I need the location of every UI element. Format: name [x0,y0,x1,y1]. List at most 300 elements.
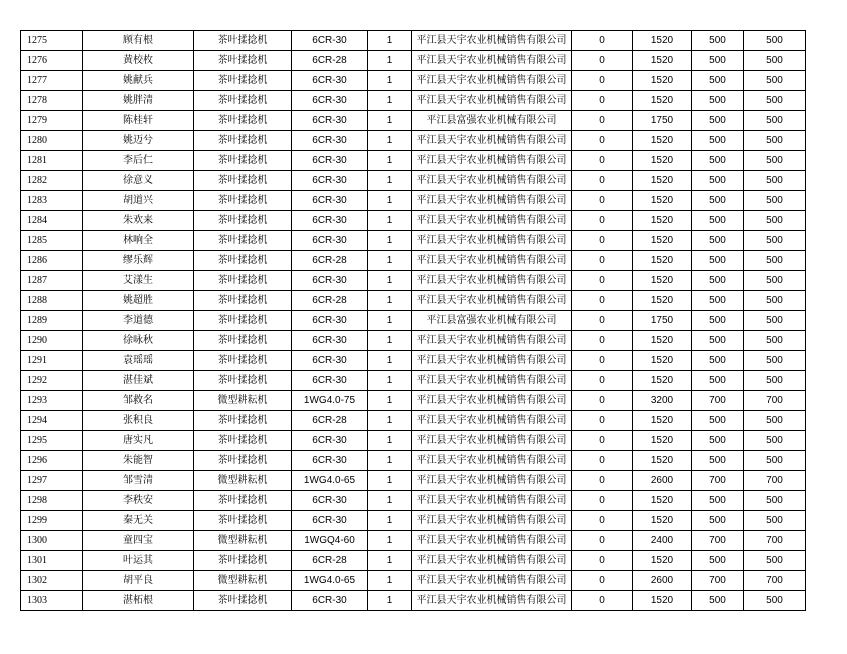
dealer-cell: 平江县天宇农业机械销售有限公司 [412,91,572,111]
col7-cell: 0 [572,231,633,251]
serial-number-cell: 1301 [21,551,83,571]
machine-type-cell: 茶叶揉捻机 [194,31,292,51]
subsidy-total-cell: 500 [744,591,806,611]
col7-cell: 0 [572,411,633,431]
quantity-cell: 1 [368,151,412,171]
serial-number-cell: 1281 [21,151,83,171]
price-cell: 1520 [633,291,692,311]
dealer-cell: 平江县天宇农业机械销售有限公司 [412,411,572,431]
quantity-cell: 1 [368,431,412,451]
dealer-cell: 平江县天宇农业机械销售有限公司 [412,391,572,411]
quantity-cell: 1 [368,131,412,151]
dealer-cell: 平江县天宇农业机械销售有限公司 [412,131,572,151]
record-table [20,30,806,611]
quantity-cell: 1 [368,291,412,311]
machine-type-cell: 茶叶揉捻机 [194,451,292,471]
price-cell: 3200 [633,391,692,411]
model-cell: 6CR-28 [292,551,368,571]
quantity-cell: 1 [368,91,412,111]
name-cell: 艾漾生 [83,271,194,291]
subsidy-cell: 500 [692,351,744,371]
machine-type-cell: 茶叶揉捻机 [194,511,292,531]
dealer-cell: 平江县天宇农业机械销售有限公司 [412,31,572,51]
dealer-cell: 平江县天宇农业机械销售有限公司 [412,531,572,551]
price-cell: 1520 [633,31,692,51]
subsidy-cell: 500 [692,591,744,611]
serial-number-cell: 1288 [21,291,83,311]
serial-number-cell: 1299 [21,511,83,531]
serial-number-cell: 1295 [21,431,83,451]
table-row [21,351,806,371]
model-cell: 6CR-30 [292,91,368,111]
model-cell: 6CR-30 [292,271,368,291]
quantity-cell: 1 [368,391,412,411]
model-cell: 6CR-30 [292,71,368,91]
col7-cell: 0 [572,191,633,211]
quantity-cell: 1 [368,211,412,231]
serial-number-cell: 1292 [21,371,83,391]
machine-type-cell: 茶叶揉捻机 [194,211,292,231]
model-cell: 6CR-28 [292,411,368,431]
col7-cell: 0 [572,291,633,311]
name-cell: 顾有根 [83,31,194,51]
subsidy-cell: 500 [692,451,744,471]
serial-number-cell: 1280 [21,131,83,151]
serial-number-cell: 1284 [21,211,83,231]
model-cell: 6CR-30 [292,311,368,331]
subsidy-total-cell: 500 [744,151,806,171]
subsidy-cell: 500 [692,431,744,451]
serial-number-cell: 1290 [21,331,83,351]
quantity-cell: 1 [368,311,412,331]
machine-type-cell: 茶叶揉捻机 [194,51,292,71]
price-cell: 1520 [633,371,692,391]
model-cell: 6CR-30 [292,211,368,231]
name-cell: 胡平良 [83,571,194,591]
machine-type-cell: 茶叶揉捻机 [194,251,292,271]
machine-type-cell: 茶叶揉捻机 [194,331,292,351]
name-cell: 姚迈兮 [83,131,194,151]
machine-type-cell: 茶叶揉捻机 [194,311,292,331]
subsidy-cell: 500 [692,371,744,391]
dealer-cell: 平江县天宇农业机械销售有限公司 [412,571,572,591]
subsidy-total-cell: 500 [744,291,806,311]
table-row [21,191,806,211]
dealer-cell: 平江县富强农业机械有限公司 [412,311,572,331]
dealer-cell: 平江县天宇农业机械销售有限公司 [412,171,572,191]
dealer-cell: 平江县天宇农业机械销售有限公司 [412,491,572,511]
dealer-cell: 平江县天宇农业机械销售有限公司 [412,471,572,491]
col7-cell: 0 [572,491,633,511]
price-cell: 1520 [633,171,692,191]
serial-number-cell: 1293 [21,391,83,411]
col7-cell: 0 [572,151,633,171]
name-cell: 缪乐辉 [83,251,194,271]
quantity-cell: 1 [368,231,412,251]
col7-cell: 0 [572,51,633,71]
dealer-cell: 平江县天宇农业机械销售有限公司 [412,191,572,211]
table-row [21,171,806,191]
subsidy-cell: 700 [692,391,744,411]
col7-cell: 0 [572,571,633,591]
subsidy-total-cell: 500 [744,31,806,51]
table-row [21,451,806,471]
machine-type-cell: 茶叶揉捻机 [194,591,292,611]
price-cell: 1520 [633,131,692,151]
table-row [21,391,806,411]
subsidy-total-cell: 500 [744,371,806,391]
subsidy-cell: 500 [692,231,744,251]
dealer-cell: 平江县天宇农业机械销售有限公司 [412,251,572,271]
subsidy-cell: 500 [692,411,744,431]
table-row [21,511,806,531]
col7-cell: 0 [572,251,633,271]
model-cell: 6CR-30 [292,151,368,171]
model-cell: 6CR-28 [292,51,368,71]
quantity-cell: 1 [368,531,412,551]
serial-number-cell: 1285 [21,231,83,251]
subsidy-cell: 700 [692,531,744,551]
machine-type-cell: 茶叶揉捻机 [194,191,292,211]
name-cell: 陈桂轩 [83,111,194,131]
name-cell: 唐实凡 [83,431,194,451]
model-cell: 6CR-30 [292,171,368,191]
price-cell: 1750 [633,111,692,131]
col7-cell: 0 [572,451,633,471]
machine-type-cell: 微型耕耘机 [194,471,292,491]
name-cell: 徐意义 [83,171,194,191]
subsidy-cell: 500 [692,31,744,51]
serial-number-cell: 1275 [21,31,83,51]
quantity-cell: 1 [368,371,412,391]
quantity-cell: 1 [368,451,412,471]
quantity-cell: 1 [368,51,412,71]
table-row [21,291,806,311]
table-body [21,31,806,611]
subsidy-cell: 500 [692,91,744,111]
quantity-cell: 1 [368,571,412,591]
dealer-cell: 平江县天宇农业机械销售有限公司 [412,431,572,451]
col7-cell: 0 [572,311,633,331]
subsidy-cell: 500 [692,551,744,571]
dealer-cell: 平江县富强农业机械有限公司 [412,111,572,131]
dealer-cell: 平江县天宇农业机械销售有限公司 [412,371,572,391]
dealer-cell: 平江县天宇农业机械销售有限公司 [412,511,572,531]
dealer-cell: 平江县天宇农业机械销售有限公司 [412,331,572,351]
machine-type-cell: 茶叶揉捻机 [194,271,292,291]
machine-type-cell: 微型耕耘机 [194,531,292,551]
model-cell: 6CR-30 [292,371,368,391]
table-row [21,31,806,51]
serial-number-cell: 1283 [21,191,83,211]
subsidy-total-cell: 700 [744,471,806,491]
name-cell: 张积良 [83,411,194,431]
table-row [21,51,806,71]
serial-number-cell: 1279 [21,111,83,131]
serial-number-cell: 1296 [21,451,83,471]
name-cell: 姚胖清 [83,91,194,111]
subsidy-total-cell: 500 [744,191,806,211]
serial-number-cell: 1278 [21,91,83,111]
price-cell: 1520 [633,491,692,511]
name-cell: 叶运其 [83,551,194,571]
name-cell: 湛佳斌 [83,371,194,391]
table-row [21,151,806,171]
serial-number-cell: 1297 [21,471,83,491]
table-row [21,111,806,131]
subsidy-total-cell: 500 [744,411,806,431]
name-cell: 姚超胜 [83,291,194,311]
name-cell: 李道德 [83,311,194,331]
col7-cell: 0 [572,551,633,571]
quantity-cell: 1 [368,511,412,531]
quantity-cell: 1 [368,331,412,351]
table-row [21,571,806,591]
machine-type-cell: 茶叶揉捻机 [194,111,292,131]
dealer-cell: 平江县天宇农业机械销售有限公司 [412,71,572,91]
machine-type-cell: 微型耕耘机 [194,571,292,591]
name-cell: 邹救名 [83,391,194,411]
name-cell: 林响全 [83,231,194,251]
serial-number-cell: 1291 [21,351,83,371]
subsidy-cell: 500 [692,111,744,131]
subsidy-total-cell: 500 [744,91,806,111]
machine-type-cell: 茶叶揉捻机 [194,431,292,451]
model-cell: 6CR-30 [292,231,368,251]
model-cell: 6CR-30 [292,491,368,511]
name-cell: 朱能智 [83,451,194,471]
subsidy-total-cell: 500 [744,71,806,91]
col7-cell: 0 [572,371,633,391]
quantity-cell: 1 [368,71,412,91]
quantity-cell: 1 [368,251,412,271]
table-row [21,211,806,231]
price-cell: 1520 [633,191,692,211]
name-cell: 童四宝 [83,531,194,551]
subsidy-total-cell: 500 [744,231,806,251]
machine-type-cell: 茶叶揉捻机 [194,291,292,311]
model-cell: 6CR-28 [292,291,368,311]
table-row [21,411,806,431]
table-row [21,251,806,271]
subsidy-total-cell: 500 [744,351,806,371]
table-row [21,471,806,491]
subsidy-total-cell: 500 [744,551,806,571]
name-cell: 姚献兵 [83,71,194,91]
table-row [21,331,806,351]
subsidy-total-cell: 500 [744,511,806,531]
subsidy-cell: 500 [692,491,744,511]
serial-number-cell: 1276 [21,51,83,71]
name-cell: 胡道兴 [83,191,194,211]
price-cell: 1520 [633,591,692,611]
table-row [21,491,806,511]
dealer-cell: 平江县天宇农业机械销售有限公司 [412,151,572,171]
serial-number-cell: 1302 [21,571,83,591]
model-cell: 1WG4.0-65 [292,571,368,591]
machine-type-cell: 茶叶揉捻机 [194,151,292,171]
price-cell: 1520 [633,91,692,111]
subsidy-total-cell: 500 [744,271,806,291]
model-cell: 6CR-30 [292,591,368,611]
name-cell: 朱欢来 [83,211,194,231]
table-row [21,91,806,111]
dealer-cell: 平江县天宇农业机械销售有限公司 [412,271,572,291]
subsidy-cell: 500 [692,311,744,331]
price-cell: 1520 [633,411,692,431]
col7-cell: 0 [572,331,633,351]
subsidy-cell: 500 [692,151,744,171]
subsidy-cell: 500 [692,51,744,71]
col7-cell: 0 [572,31,633,51]
model-cell: 6CR-28 [292,251,368,271]
model-cell: 6CR-30 [292,191,368,211]
subsidy-cell: 500 [692,211,744,231]
machine-type-cell: 茶叶揉捻机 [194,71,292,91]
machine-type-cell: 茶叶揉捻机 [194,171,292,191]
subsidy-total-cell: 500 [744,491,806,511]
quantity-cell: 1 [368,471,412,491]
subsidy-total-cell: 500 [744,111,806,131]
subsidy-total-cell: 500 [744,51,806,71]
serial-number-cell: 1289 [21,311,83,331]
price-cell: 1750 [633,311,692,331]
col7-cell: 0 [572,511,633,531]
price-cell: 1520 [633,351,692,371]
dealer-cell: 平江县天宇农业机械销售有限公司 [412,591,572,611]
dealer-cell: 平江县天宇农业机械销售有限公司 [412,51,572,71]
quantity-cell: 1 [368,411,412,431]
name-cell: 邹雪清 [83,471,194,491]
table-row [21,71,806,91]
price-cell: 2600 [633,471,692,491]
table-row [21,371,806,391]
table-row [21,431,806,451]
name-cell: 湛柘根 [83,591,194,611]
subsidy-total-cell: 700 [744,571,806,591]
quantity-cell: 1 [368,271,412,291]
dealer-cell: 平江县天宇农业机械销售有限公司 [412,231,572,251]
table-row [21,131,806,151]
subsidy-cell: 500 [692,191,744,211]
quantity-cell: 1 [368,191,412,211]
subsidy-cell: 500 [692,511,744,531]
model-cell: 6CR-30 [292,131,368,151]
name-cell: 李后仁 [83,151,194,171]
subsidy-cell: 500 [692,331,744,351]
price-cell: 1520 [633,71,692,91]
price-cell: 2600 [633,571,692,591]
table-row [21,551,806,571]
machine-type-cell: 茶叶揉捻机 [194,91,292,111]
col7-cell: 0 [572,211,633,231]
model-cell: 1WG4.0-65 [292,471,368,491]
table-row [21,591,806,611]
machine-type-cell: 茶叶揉捻机 [194,351,292,371]
name-cell: 徐咏秋 [83,331,194,351]
subsidy-total-cell: 500 [744,311,806,331]
machine-type-cell: 茶叶揉捻机 [194,131,292,151]
quantity-cell: 1 [368,551,412,571]
serial-number-cell: 1294 [21,411,83,431]
subsidy-cell: 500 [692,131,744,151]
subsidy-total-cell: 500 [744,211,806,231]
serial-number-cell: 1298 [21,491,83,511]
quantity-cell: 1 [368,491,412,511]
price-cell: 1520 [633,211,692,231]
price-cell: 1520 [633,271,692,291]
col7-cell: 0 [572,71,633,91]
subsidy-total-cell: 500 [744,131,806,151]
col7-cell: 0 [572,351,633,371]
dealer-cell: 平江县天宇农业机械销售有限公司 [412,211,572,231]
model-cell: 6CR-30 [292,31,368,51]
machine-type-cell: 茶叶揉捻机 [194,491,292,511]
serial-number-cell: 1282 [21,171,83,191]
subsidy-total-cell: 500 [744,171,806,191]
model-cell: 6CR-30 [292,351,368,371]
name-cell: 黄校枚 [83,51,194,71]
price-cell: 1520 [633,451,692,471]
model-cell: 6CR-30 [292,111,368,131]
dealer-cell: 平江县天宇农业机械销售有限公司 [412,451,572,471]
table-row [21,531,806,551]
dealer-cell: 平江县天宇农业机械销售有限公司 [412,291,572,311]
price-cell: 1520 [633,251,692,271]
model-cell: 1WGQ4-60 [292,531,368,551]
quantity-cell: 1 [368,351,412,371]
model-cell: 1WG4.0-75 [292,391,368,411]
machine-type-cell: 茶叶揉捻机 [194,551,292,571]
subsidy-cell: 700 [692,571,744,591]
col7-cell: 0 [572,171,633,191]
machine-type-cell: 茶叶揉捻机 [194,231,292,251]
model-cell: 6CR-30 [292,431,368,451]
machine-type-cell: 茶叶揉捻机 [194,411,292,431]
serial-number-cell: 1300 [21,531,83,551]
subsidy-cell: 500 [692,171,744,191]
dealer-cell: 平江县天宇农业机械销售有限公司 [412,351,572,371]
model-cell: 6CR-30 [292,331,368,351]
table-row [21,311,806,331]
col7-cell: 0 [572,471,633,491]
subsidy-cell: 500 [692,71,744,91]
col7-cell: 0 [572,531,633,551]
col7-cell: 0 [572,91,633,111]
price-cell: 1520 [633,231,692,251]
subsidy-total-cell: 700 [744,391,806,411]
col7-cell: 0 [572,111,633,131]
col7-cell: 0 [572,391,633,411]
quantity-cell: 1 [368,111,412,131]
col7-cell: 0 [572,131,633,151]
subsidy-total-cell: 500 [744,431,806,451]
dealer-cell: 平江县天宇农业机械销售有限公司 [412,551,572,571]
name-cell: 秦无关 [83,511,194,531]
serial-number-cell: 1303 [21,591,83,611]
machine-type-cell: 茶叶揉捻机 [194,371,292,391]
price-cell: 1520 [633,551,692,571]
price-cell: 1520 [633,331,692,351]
subsidy-total-cell: 500 [744,251,806,271]
subsidy-total-cell: 700 [744,531,806,551]
col7-cell: 0 [572,591,633,611]
serial-number-cell: 1286 [21,251,83,271]
table-row [21,231,806,251]
col7-cell: 0 [572,431,633,451]
table-row [21,271,806,291]
price-cell: 1520 [633,511,692,531]
